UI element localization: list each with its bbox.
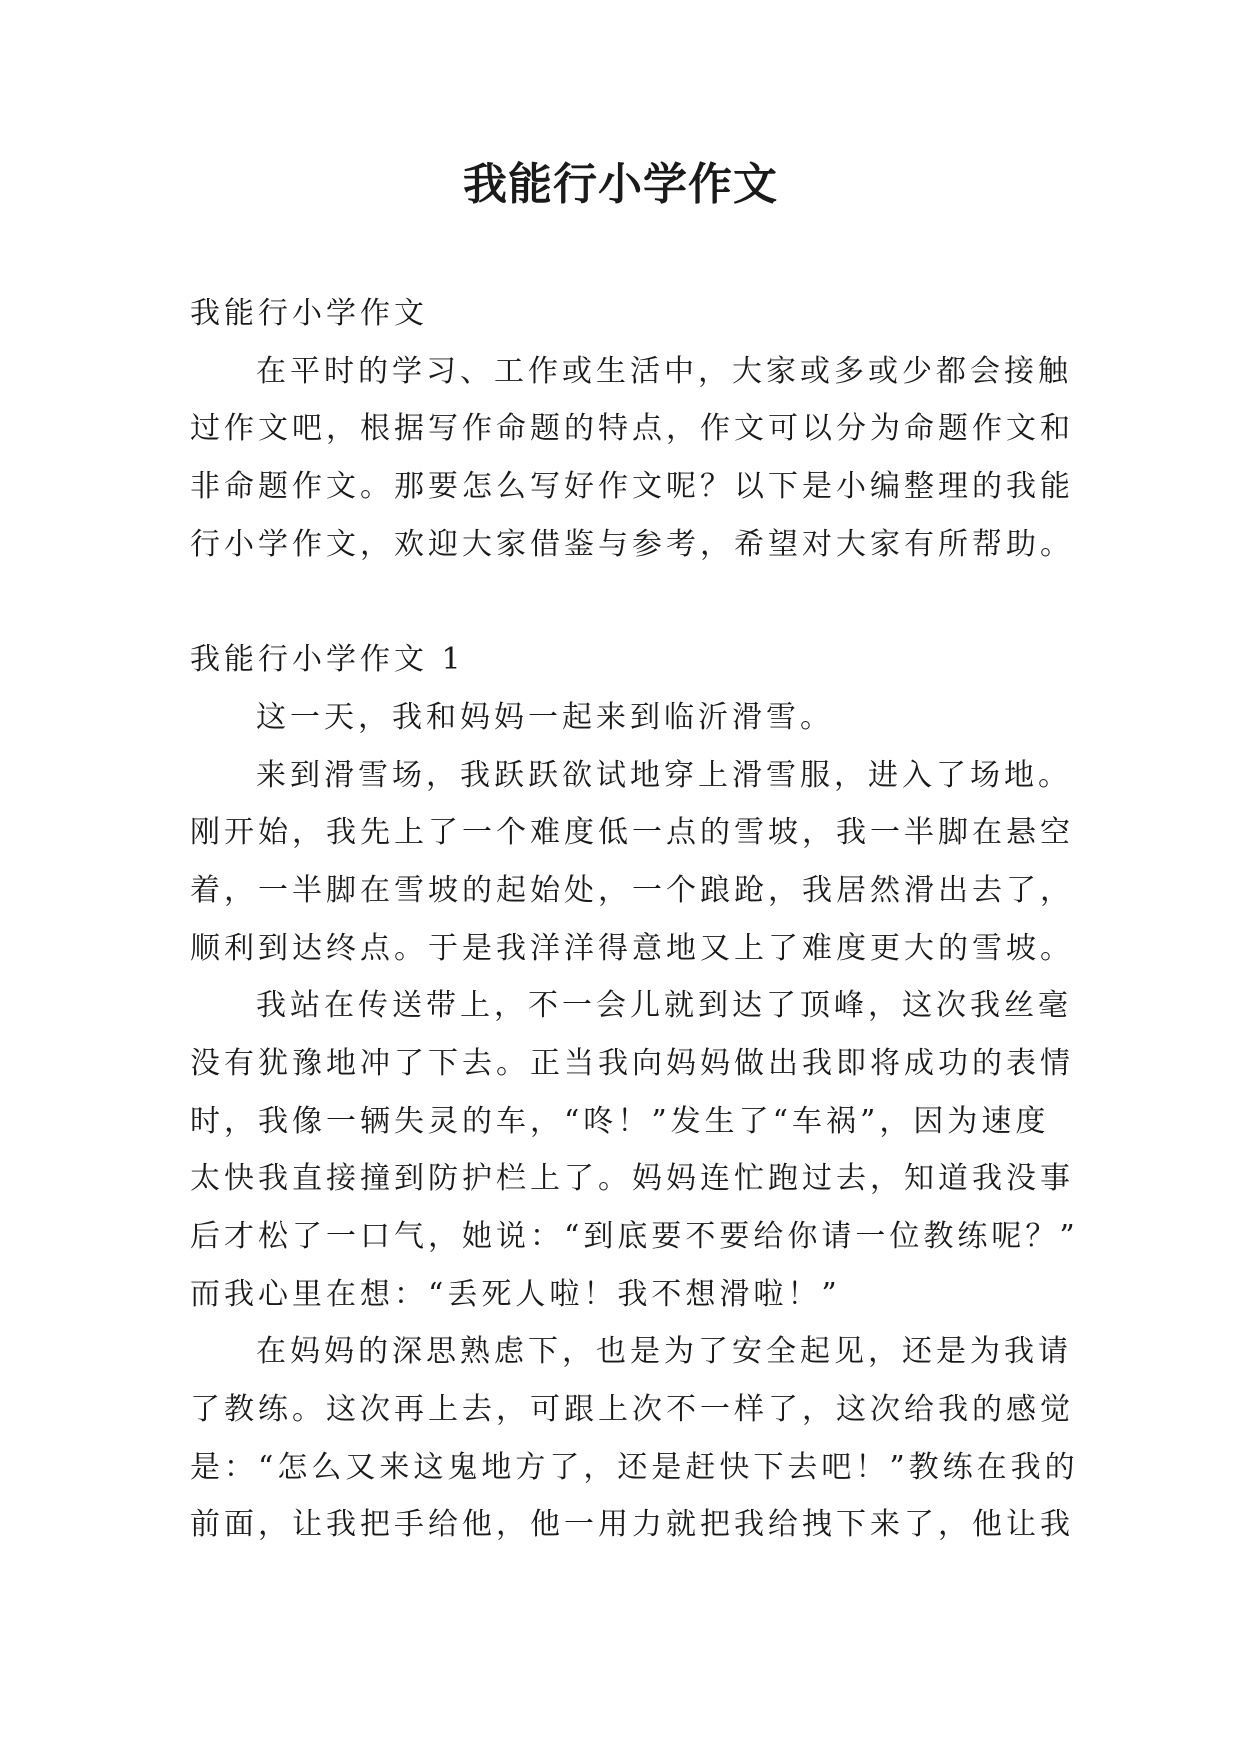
paragraph-line: 前面，让我把手给他，他一用力就把我给拽下来了，他让我 — [190, 1507, 1074, 1543]
paragraph-line: 太快我直接撞到防护栏上了。妈妈连忙跑过去，知道我没事 — [190, 1161, 1074, 1197]
paragraph-line: 时，我像一辆失灵的车，“咚！”发生了“车祸”，因为速度 — [190, 1103, 1050, 1139]
paragraph-line: 这一天，我和妈妈一起来到临沂滑雪。 — [256, 699, 834, 735]
paragraph-line: 而我心里在想：“丢死人啦！我不想滑啦！” — [190, 1276, 841, 1312]
document-body — [190, 285, 1079, 1554]
paragraph-line: 着，一半脚在雪坡的起始处，一个踉跄，我居然滑出去了， — [190, 872, 1074, 908]
paragraph-line: 顺利到达终点。于是我洋洋得意地又上了难度更大的雪坡。 — [190, 930, 1074, 966]
section-heading: 我能行小学作文 1 — [190, 642, 465, 678]
paragraph-line: 了教练。这次再上去，可跟上次不一样了，这次给我的感觉 — [190, 1392, 1074, 1428]
paragraph-line: 非命题作文。那要怎么写好作文呢？以下是小编整理的我能 — [190, 469, 1074, 505]
paragraph-line: 是：“怎么又来这鬼地方了，还是赶快下去吧！”教练在我的 — [190, 1449, 1079, 1485]
paragraph-line: 来到滑雪场，我跃跃欲试地穿上滑雪服，进入了场地。 — [256, 757, 1072, 793]
paragraph-line: 我站在传送带上，不一会儿就到达了顶峰，这次我丝毫 — [256, 988, 1072, 1024]
paragraph-line: 后才松了一口气，她说：“到底要不要给你请一位教练呢？” — [190, 1219, 1079, 1254]
paragraph-line: 没有犹豫地冲了下去。正当我向妈妈做出我即将成功的表情 — [190, 1045, 1074, 1081]
paragraph-line: 在妈妈的深思熟虑下，也是为了安全起见，还是为我请 — [256, 1334, 1072, 1370]
document-title: 我能行小学作文 — [463, 159, 778, 210]
section-heading: 我能行小学作文 — [190, 296, 428, 331]
paragraph-line: 过作文吧，根据写作命题的特点，作文可以分为命题作文和 — [190, 411, 1074, 447]
paragraph-spacer — [190, 573, 1070, 631]
paragraph-line: 在平时的学习、工作或生活中，大家或多或少都会接触 — [256, 353, 1072, 389]
paragraph-line: 刚开始，我先上了一个难度低一点的雪坡，我一半脚在悬空 — [190, 815, 1074, 851]
paragraph-line: 行小学作文，欢迎大家借鉴与参考，希望对大家有所帮助。 — [190, 526, 1074, 562]
